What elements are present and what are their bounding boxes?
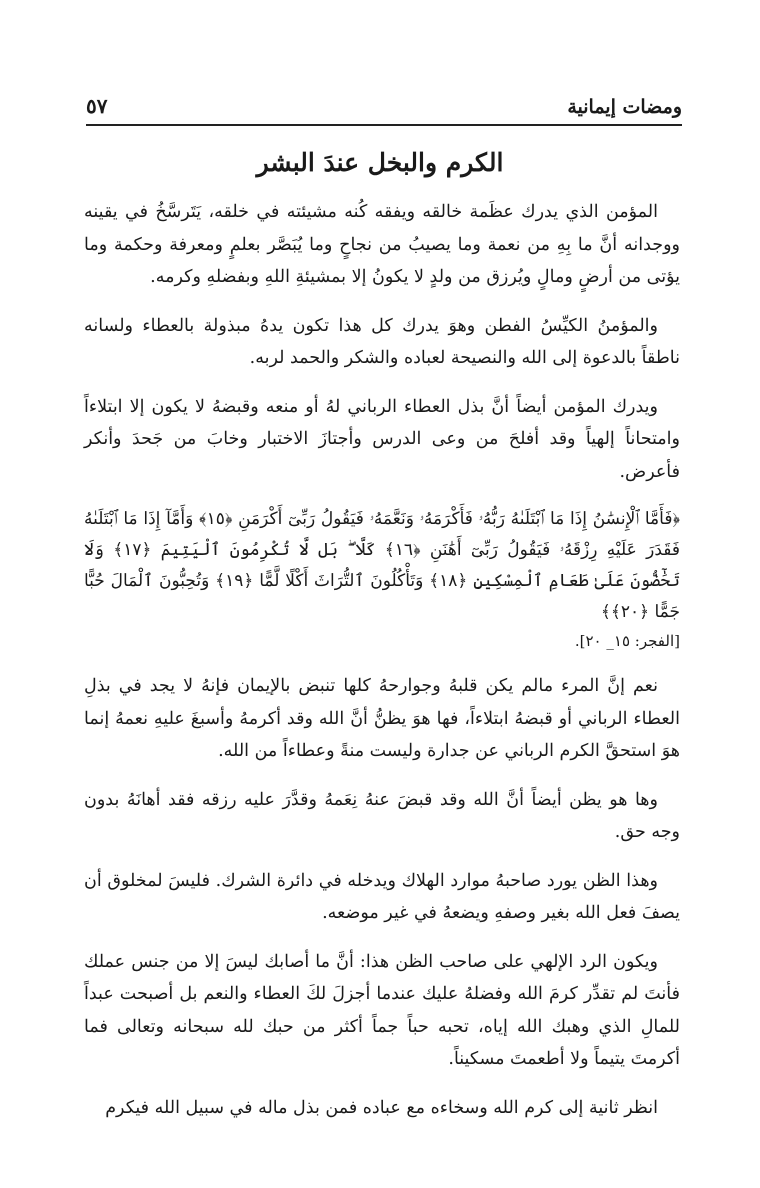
paragraph: وها هو يظن أيضاً أنَّ الله وقد قبضَ عنهُ نِعَمهُ وقدَّرَ عليه رزقه فقد أهانَهُ بدون وجه حق. <box>84 789 680 842</box>
paragraph: وهذا الظن يورد صاحبهُ موارد الهلاك ويدخله في دائرة الشرك. فليسَ لمخلوق أن يصفَ فعل الله بغير وصفهِ ويضعهُ في غير موضعه. <box>84 870 680 923</box>
page-number: ٥٧ <box>86 94 108 118</box>
paragraph: المؤمن الذي يدرك عظَمة خالقه ويفقه كُنه مشيئته في خلقه، يَتَرسَّخُ في يقينه ووجدانه أنَّ ما بِهِ من نعمة وما يصيبُ من نجاحٍ وما يُبَصَّر بعلمٍ ومعرفة وحكمة وما يؤتى من أرضٍ ومالٍ ويُرزق من ولدٍ لا يكونُ إلا بمشيئةِ اللهِ وبفضلهِ وكرمه. <box>84 202 680 287</box>
paragraph: نعم إنَّ المرء مالم يكن قلبهُ وجوارحهُ كلها تنبض بالإيمان فإنهُ لا يجد في بذلِ العطاء الرباني أو قبضهُ ابتلاءاً، فها هوَ يظنُّ أنَّ الله وقد أكرمهُ وأسبغَ عليهِ نعمهُ إنما هوَ استحقَّ الكرم الرباني عن جدارة وليست منةً وعطاءاً من الله. <box>84 676 680 761</box>
body-text <box>84 196 680 1140</box>
running-title: ومضات إيمانية <box>567 96 682 118</box>
quran-verse: ﴿فَأَمَّا ٱلْإِنسَٰنُ إِذَا مَا ٱبْتَلَىٰهُ رَبُّهُۥ فَأَكْرَمَهُۥ وَنَعَّمَهُۥ فَيَقُولُ رَبِّىٓ أَكْرَمَنِ ﴿١٥﴾ وَأَمَّآ إِذَا مَا ٱبْتَلَىٰهُ فَقَدَرَ عَلَيْهِ رِزْقَهُۥ فَيَقُولُ رَبِّىٓ أَهَٰنَنِ ﴿١٦﴾ كَلَّا ۖ بَل لَّا تُكْرِمُونَ ٱلْيَتِيمَ ﴿١٧﴾ وَلَا تَحَٰٓضُّونَ عَلَىٰ طَعَامِ ٱلْمِسْكِينِ ﴿١٨﴾ وَتَأْكُلُونَ ٱلتُّرَاثَ أَكْلًا لَّمًّا ﴿١٩﴾ وَتُحِبُّونَ ٱلْمَالَ حُبًّا جَمًّا ﴿٢٠﴾﴾ <box>84 509 681 622</box>
verse-reference: [الفجر: ١٥_ ٢٠]. <box>574 632 680 650</box>
paragraph: ويكون الرد الإلهي على صاحب الظن هذا: أنَّ ما أصابك ليسَ إلا من جنس عملك فأنتَ لم تقدِّر كرمَ الله وفضلهُ عليك عندما أجزلَ لكَ العطاء والنعم بل أصبحت عبداً للمالِ الذي وهبك الله إياه، تحبه حباً جماً أكثر من حبك لله سبحانه وتعالى فما أكرمتَ يتيماً ولا أطعمتَ مسكيناً. <box>84 951 680 1069</box>
page-header <box>86 84 682 126</box>
paragraph: والمؤمنُ الكيِّسُ الفطن وهوَ يدرك كل هذا تكون يدهُ مبذولة بالعطاء ولسانه ناطقاً بالدعوة إلى الله والنصيحة لعباده والشكر والحمد لربه. <box>84 315 680 368</box>
chapter-title: الكرم والبخل عندَ البشر <box>256 148 504 177</box>
paragraph: انظر ثانية إلى كرم الله وسخاءه مع عباده فمن بذل ماله في سبيل الله فيكرم <box>105 1097 658 1118</box>
paragraph: ويدرك المؤمن أيضاً أنَّ بذل العطاء الرباني لهُ أو منعه وقبضهُ لا يكون إلا ابتلاءاً وامتحاناً إلهياً وقد أفلحَ من وعى الدرس وأجتازَ الاختبار وخابَ من جَحدَ وأنكر فأعرض. <box>84 396 680 482</box>
